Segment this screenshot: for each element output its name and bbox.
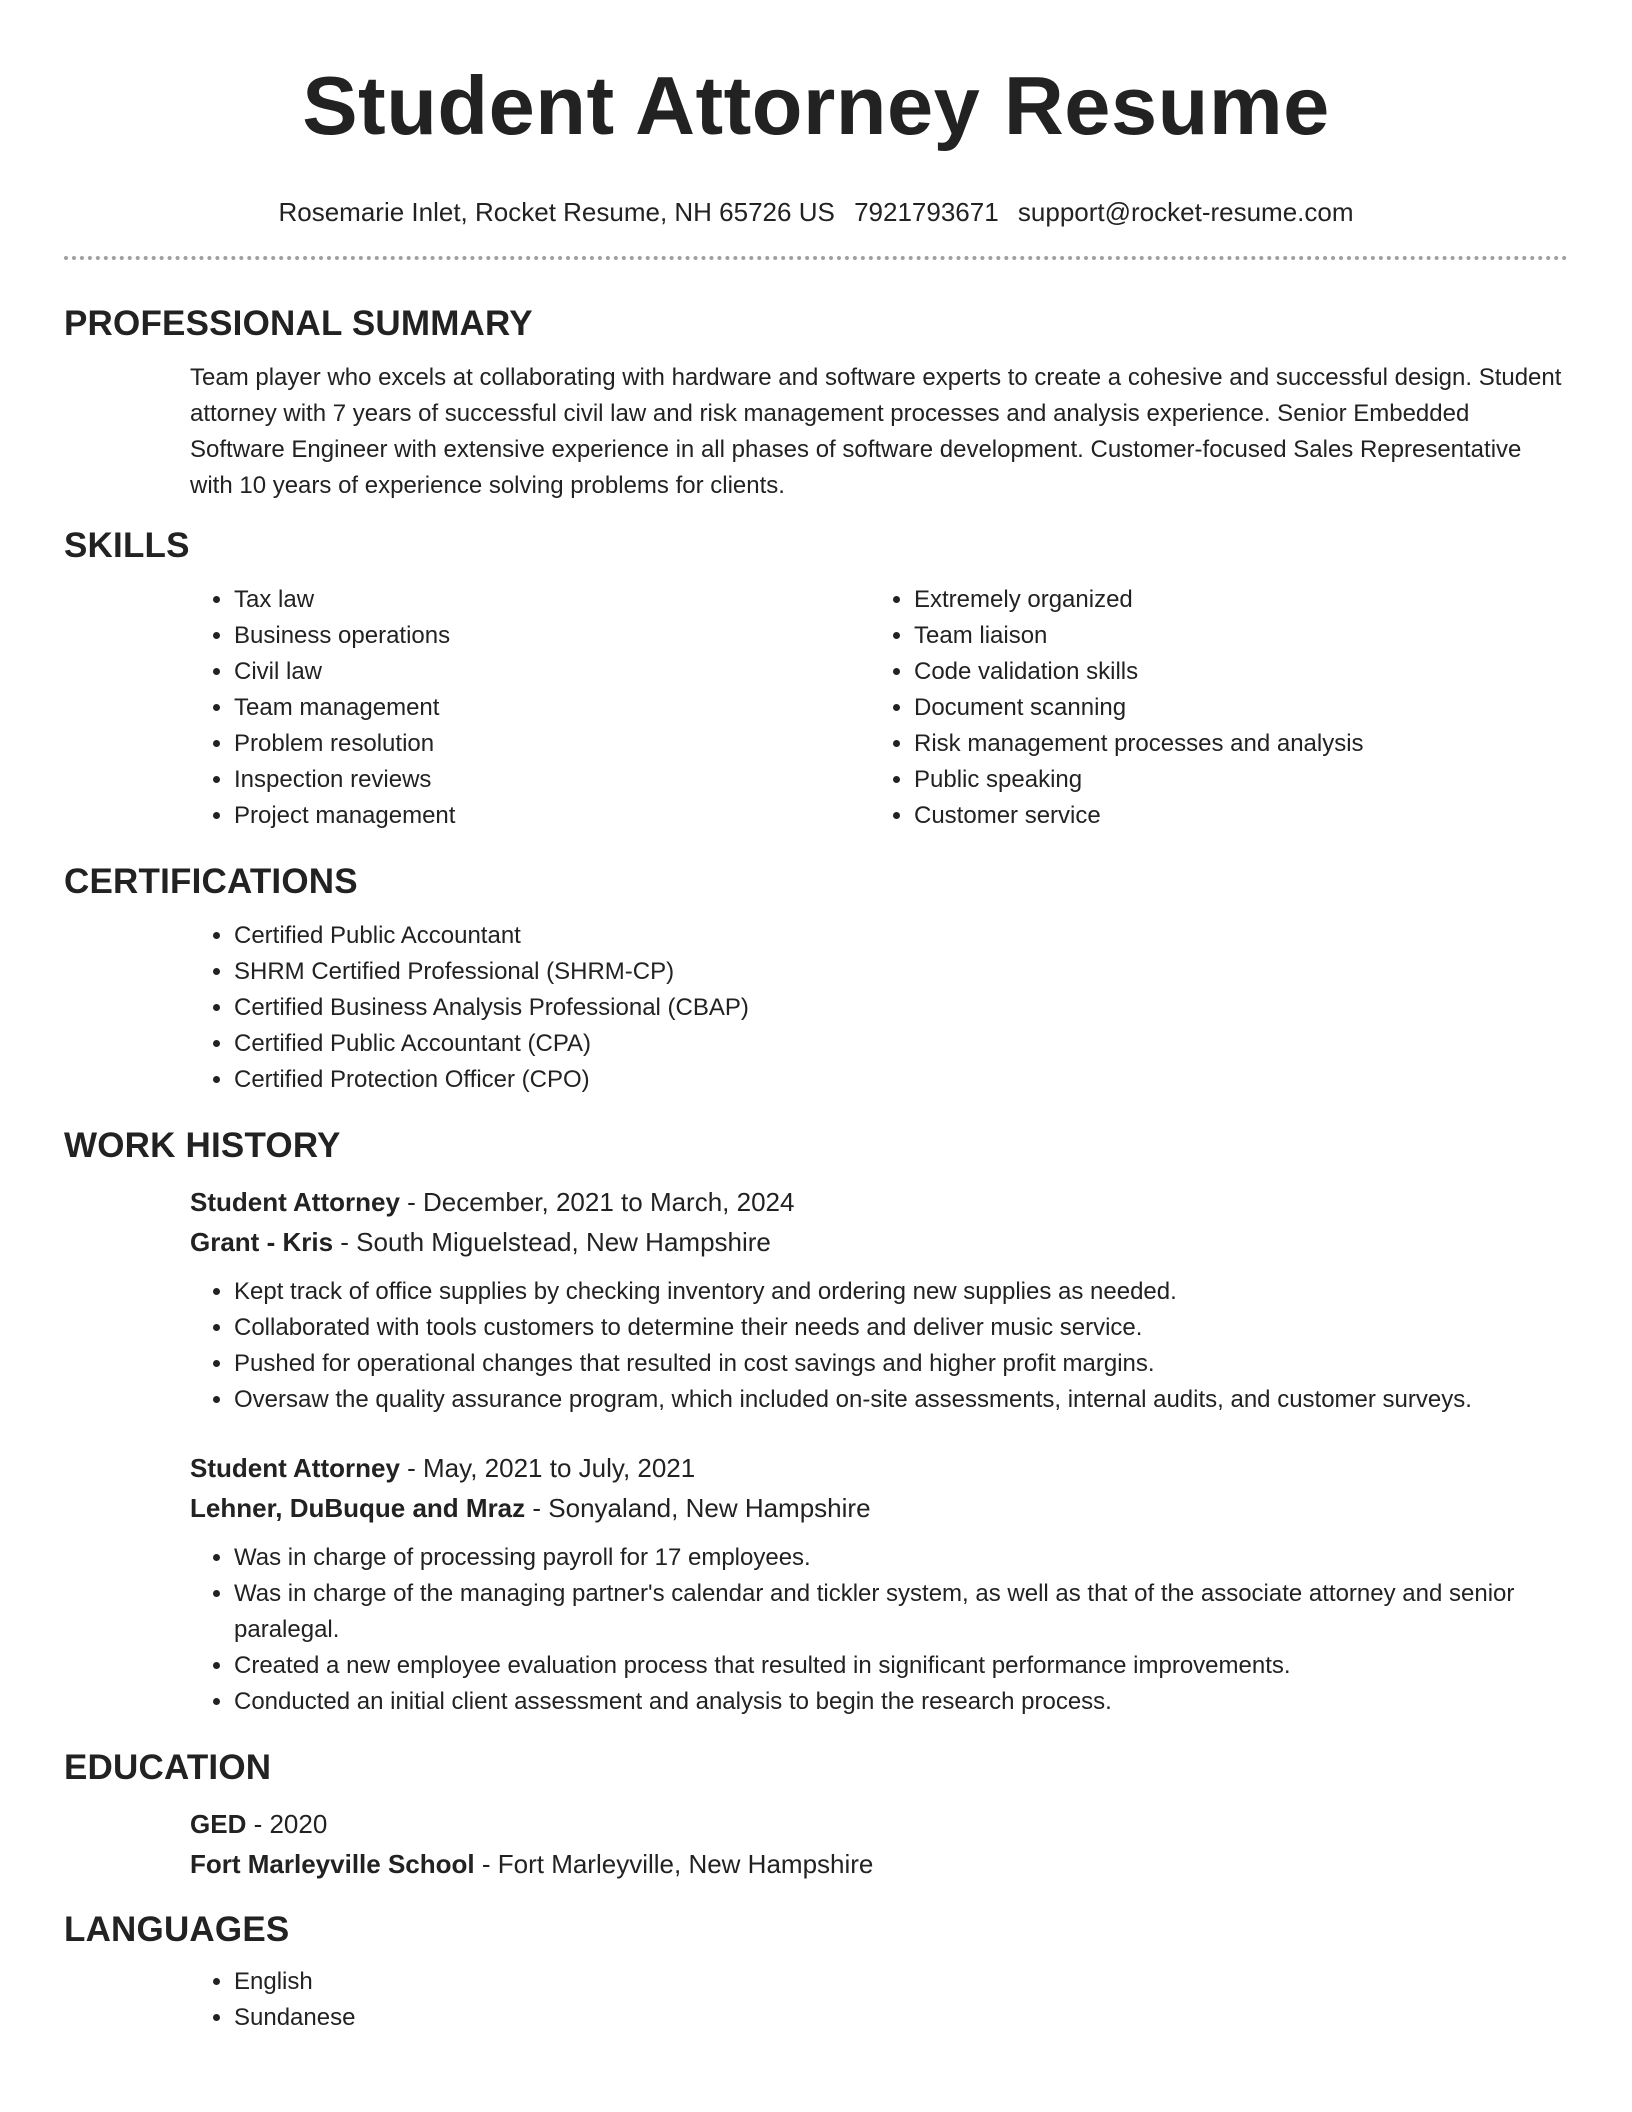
list-item: • Collaborated with tools customers to determine their needs and deliver music service.	[234, 1310, 1568, 1346]
list-item: • Created a new employee evaluation process that resulted in significant performance improvements.	[234, 1648, 1568, 1684]
list-item: • Problem resolution	[234, 726, 870, 762]
job-company-line	[190, 1222, 1568, 1262]
certifications-heading: CERTIFICATIONS	[64, 862, 358, 901]
skills-left-list	[190, 582, 870, 834]
list-item: • Inspection reviews	[234, 762, 870, 798]
job-entry	[64, 1448, 1568, 1720]
skills-section	[64, 524, 1568, 834]
contact-line	[64, 196, 1568, 228]
list-item: • SHRM Certified Professional (SHRM-CP)	[234, 954, 1568, 990]
list-item: • Public speaking	[914, 762, 1550, 798]
list-item: • Certified Business Analysis Professional (CBAP)	[234, 990, 1568, 1026]
list-item: • Certified Public Accountant	[234, 918, 1568, 954]
certifications-section	[64, 860, 1568, 1098]
work-history-heading: WORK HISTORY	[64, 1126, 341, 1165]
languages-list	[190, 1964, 1568, 2036]
job-role-line	[190, 1448, 1568, 1488]
list-item: • Customer service	[914, 798, 1550, 834]
job-company: Lehner, DuBuque and Mraz	[190, 1493, 526, 1523]
list-item: • Code validation skills	[914, 654, 1550, 690]
list-item: • Oversaw the quality assurance program, which included on-site assessments, internal audits, and customer surveys.	[234, 1382, 1568, 1418]
education-location: - Fort Marleyville, New Hampshire	[474, 1849, 874, 1879]
job-duties-list	[190, 1274, 1568, 1418]
job-role: Student Attorney	[190, 1187, 400, 1217]
list-item: • Was in charge of processing payroll for 17 employees.	[234, 1540, 1568, 1576]
job-entry	[64, 1182, 1568, 1418]
skills-left-column	[190, 582, 870, 834]
languages-heading: LANGUAGES	[64, 1910, 290, 1949]
languages-body	[64, 1964, 1568, 2036]
certifications-body	[64, 918, 1568, 1098]
skills-heading: SKILLS	[64, 526, 190, 565]
job-location: - South Miguelstead, New Hampshire	[333, 1227, 771, 1257]
resume-title: Student Attorney Resume	[302, 59, 1330, 152]
list-item: • Project management	[234, 798, 870, 834]
list-item: • Document scanning	[914, 690, 1550, 726]
education-heading: EDUCATION	[64, 1748, 272, 1787]
job-duties-list	[190, 1540, 1568, 1720]
list-item: • Team management	[234, 690, 870, 726]
skills-right-column	[870, 582, 1550, 834]
education-school-line	[190, 1844, 1568, 1884]
list-item: • Team liaison	[914, 618, 1550, 654]
contact-address: Rosemarie Inlet, Rocket Resume, NH 65726 US	[278, 197, 835, 227]
skills-columns	[64, 582, 1568, 834]
contact-email: support@rocket-resume.com	[1017, 197, 1354, 227]
skills-right-list	[870, 582, 1550, 834]
work-history-section	[64, 1124, 1568, 1720]
job-company-line	[190, 1488, 1568, 1528]
certifications-list	[190, 918, 1568, 1098]
job-dates: - May, 2021 to July, 2021	[399, 1453, 696, 1483]
list-item: • English	[234, 1964, 1568, 2000]
contact-phone: 7921793671	[854, 197, 999, 227]
languages-section	[64, 1908, 1568, 2036]
summary-section	[64, 302, 1568, 504]
education-degree-line	[190, 1804, 1568, 1844]
list-item: • Civil law	[234, 654, 870, 690]
education-year: - 2020	[246, 1809, 328, 1839]
education-school: Fort Marleyville School	[190, 1849, 475, 1879]
job-location: - Sonyaland, New Hampshire	[525, 1493, 871, 1523]
job-role: Student Attorney	[190, 1453, 400, 1483]
education-section	[64, 1746, 1568, 1884]
list-item: • Kept track of office supplies by checking inventory and ordering new supplies as needed.	[234, 1274, 1568, 1310]
list-item: • Conducted an initial client assessment and analysis to begin the research process.	[234, 1684, 1568, 1720]
job-company: Grant - Kris	[190, 1227, 334, 1257]
list-item: • Certified Protection Officer (CPO)	[234, 1062, 1568, 1098]
list-item: • Pushed for operational changes that resulted in cost savings and higher profit margins.	[234, 1346, 1568, 1382]
summary-heading: PROFESSIONAL SUMMARY	[64, 304, 533, 343]
education-degree: GED	[190, 1809, 247, 1839]
list-item: • Certified Public Accountant (CPA)	[234, 1026, 1568, 1062]
list-item: • Tax law	[234, 582, 870, 618]
summary-text: Team player who excels at collaborating with hardware and software experts to create a cohesive and successful design. Student attorney with 7 years of successful civil law and risk management processes and analysis experience. Senior Embedded Software Engineer with extensive experience in all phases of software development. Customer-focused Sales Representative with 10 years of experience solving problems for clients.	[190, 364, 1562, 499]
list-item: • Business operations	[234, 618, 870, 654]
job-role-line	[190, 1182, 1568, 1222]
job-dates: - December, 2021 to March, 2024	[399, 1187, 795, 1217]
education-entry	[64, 1804, 1568, 1884]
header-divider	[64, 256, 1568, 260]
list-item: • Was in charge of the managing partner's calendar and tickler system, as well as that of the associate attorney and senior paralegal.	[234, 1576, 1568, 1648]
list-item: • Sundanese	[234, 2000, 1568, 2036]
list-item: • Risk management processes and analysis	[914, 726, 1550, 762]
list-item: • Extremely organized	[914, 582, 1550, 618]
